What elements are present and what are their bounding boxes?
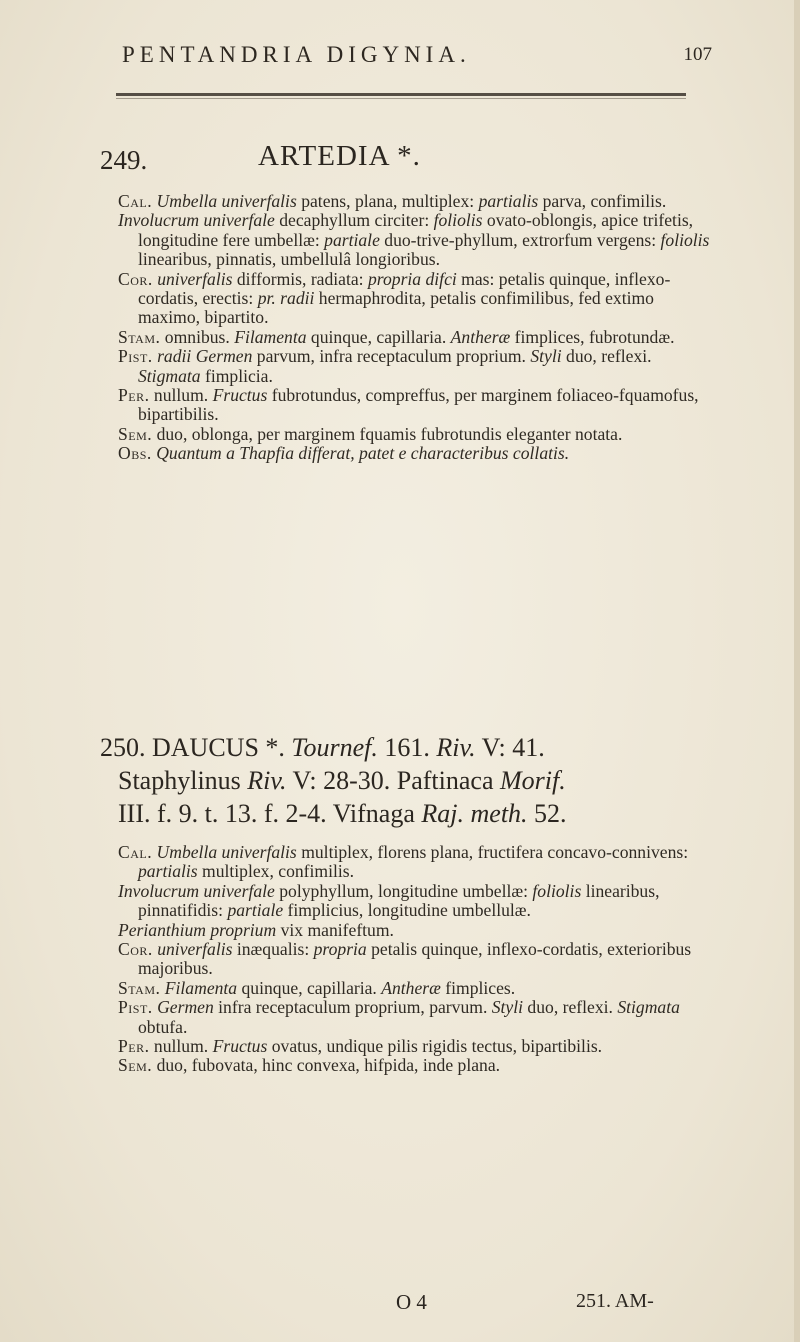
page-edge (794, 0, 800, 1342)
catchword: 251. AM- (576, 1290, 654, 1312)
entry-number-249: 249. (100, 145, 148, 175)
daucus-head-line-2: Staphylinus Riv. V: 28-30. Paftinaca Morif. (118, 766, 566, 795)
running-head (0, 42, 800, 78)
header-rule (116, 93, 686, 96)
genus-heading-artedia: ARTEDIA *. (258, 140, 421, 172)
artedia-sem: Sem. duo, oblonga, per marginem fquamis fubrotundis eleganter notata. (118, 423, 623, 444)
artedia-obs: Obs. Quantum a Thapfia differat, patet e characteribus collatis. (118, 443, 570, 464)
genus-heading-daucus (100, 731, 740, 830)
artedia-per: Per. nullum. Fructus fubrotundus, compreffus, per marginem foliaceo-fquamofus, bipartibilis. (118, 385, 699, 425)
daucus-stam: Stam. Filamenta quinque, capillaria. Antheræ fimplices. (118, 977, 516, 998)
artedia-cal: Cal. Umbella univerfalis patens, plana, multiplex: partialis parva, confimilis. (118, 191, 667, 211)
daucus-head-line-1: 250. DAUCUS *. Tournef. 161. Riv. V: 41. (100, 733, 545, 762)
page-footer (0, 1290, 800, 1320)
daucus-cor: Cor. univerfalis inæqualis: propria petalis quinque, inflexo-cordatis, exterioribus majoribus. (118, 939, 692, 979)
artedia-involucrum: Involucrum univerfale decaphyllum circiter: foliolis ovato-oblongis, apice trifetis, longitudine fere umbellæ: partiale duo-trive-phyllum, extrorfum vergens: foliolis linearibus, pinnatis, umbellulâ longioribus. (118, 210, 710, 270)
daucus-sem: Sem. duo, fubovata, hinc convexa, hifpida, inde plana. (118, 1055, 501, 1076)
page-number: 107 (683, 44, 712, 65)
header-rule-thin (116, 98, 686, 99)
artedia-description (118, 192, 718, 464)
signature-mark: O 4 (396, 1290, 427, 1314)
daucus-cal: Cal. Umbella univerfalis multiplex, florens plana, fructifera concavo-connivens: partialis multiplex, confimilis. (118, 842, 689, 882)
daucus-perianthium: Perianthium proprium vix manifeftum. (118, 919, 394, 940)
daucus-involucrum: Involucrum univerfale polyphyllum, longitudine umbellæ: foliolis linearibus, pinnatifidis: partiale fimplicius, longitudine umbellulæ. (118, 880, 660, 921)
daucus-description (118, 843, 718, 1076)
daucus-head-line-3: III. f. 9. t. 13. f. 2-4. Vifnaga Raj. meth. 52. (118, 799, 567, 828)
artedia-cor: Cor. univerfalis difformis, radiata: propria difci mas: petalis quinque, inflexo-cordatis, erectis: pr. radii hermaphrodita, petalis confimilibus, fed extimo maximo, bipartito. (118, 268, 671, 328)
artedia-stam: Stam. omnibus. Filamenta quinque, capillaria. Antheræ fimplices, fubrotundæ. (118, 326, 675, 347)
daucus-per: Per. nullum. Fructus ovatus, undique pilis rigidis tectus, bipartibilis. (118, 1036, 603, 1057)
running-title: PENTANDRIA DIGYNIA. (122, 42, 471, 67)
daucus-pist: Pist. Germen infra receptaculum proprium, parvum. Styli duo, reflexi. Stigmata obtufa. (118, 997, 680, 1037)
artedia-pist: Pist. radii Germen parvum, infra receptaculum proprium. Styli duo, reflexi. Stigmata fimplicia. (118, 346, 652, 386)
